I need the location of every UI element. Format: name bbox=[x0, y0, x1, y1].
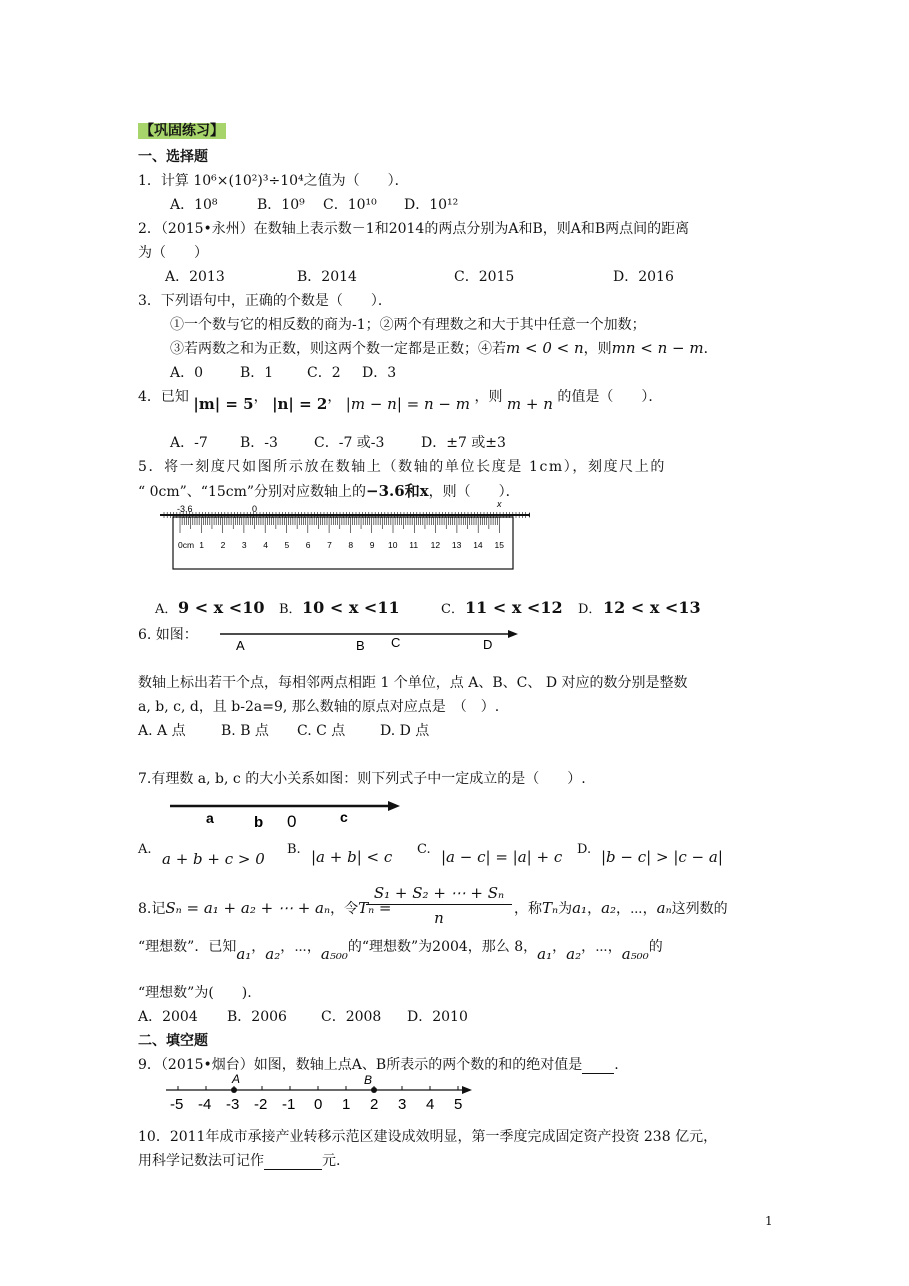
q9-number-line bbox=[166, 1068, 476, 1114]
q5-ruler-number: 7 bbox=[327, 540, 332, 550]
q7-label-b: b bbox=[254, 814, 264, 830]
q4-math-sum: m + n bbox=[506, 395, 553, 413]
q1-option-a: A．10⁸ bbox=[170, 197, 218, 213]
q5-option-c-math: 11 < x <12 bbox=[465, 598, 563, 617]
q4-math-abs-m: |m| = 5 bbox=[193, 395, 254, 413]
q4-text: 4．已知 |m| = 5， |n| = 2， |m − n| = n − m ，则 m + n 的值是（ ）． bbox=[138, 389, 663, 413]
q8-fraction-numerator: S₁ + S₂ + ⋯ + Sₙ bbox=[366, 884, 512, 905]
q3-option-d: D．3 bbox=[362, 365, 397, 381]
q5-label-zero: 0 bbox=[252, 504, 258, 514]
q8-line2: “理想数”．已知a₁，a₂，⋯，a₅₀₀的“理想数”为2004，那么 8，a₁，a₂，⋯，a₅₀₀的 bbox=[138, 939, 663, 963]
q8-math-sn: Sₙ = a₁ + a₂ + ⋯ + aₙ bbox=[165, 899, 331, 917]
q5-option-b-letter: B． bbox=[279, 602, 302, 617]
q4-option-c: C．-7 或-3 bbox=[314, 435, 385, 451]
q1-option-b: B．10⁹ bbox=[257, 197, 305, 213]
q7-option-d-math: |b − c| > |c − a| bbox=[601, 848, 723, 866]
q5-ruler-number: 6 bbox=[305, 540, 311, 550]
q8-option-a: A．2004 bbox=[138, 1009, 198, 1025]
q2-option-a: A．2013 bbox=[165, 269, 225, 285]
q1-option-c: C．10¹⁰ bbox=[323, 197, 377, 213]
q5-ruler-figure bbox=[160, 502, 532, 572]
q8-line3: “理想数”为( ). bbox=[138, 985, 252, 1001]
q5-label-minus-3-6: -3.6 bbox=[177, 504, 193, 514]
q7-option-c-math: |a − c| = |a| + c bbox=[441, 848, 563, 866]
q2-option-c: C．2015 bbox=[454, 269, 515, 285]
q3-option-b: B．1 bbox=[240, 365, 274, 381]
q6-number-line bbox=[220, 626, 522, 654]
q4-math-abs-diff: |m − n| = n − m bbox=[345, 395, 470, 413]
q8-fraction bbox=[366, 884, 512, 927]
q6-option-d: D. D 点 bbox=[380, 723, 430, 739]
q9-tick-label: -1 bbox=[282, 1096, 296, 1113]
q8-line1: 8.记Sₙ = a₁ + a₂ + ⋯ + aₙ，令Tₙ = bbox=[138, 899, 392, 917]
q8-math-tn-lhs: Tₙ = bbox=[358, 899, 392, 917]
q5-label-x: x bbox=[497, 502, 502, 509]
q6-point-d: D bbox=[483, 637, 493, 652]
section-fill-in: 二、填空题 bbox=[138, 1033, 208, 1049]
q9-tick-label: 3 bbox=[398, 1096, 407, 1113]
q8-option-c: C．2008 bbox=[321, 1009, 382, 1025]
q5-option-d-math: 12 < x <13 bbox=[603, 598, 701, 617]
q5-ruler-number: 8 bbox=[348, 540, 354, 550]
q10-line2: 用科学记数法可记作 元. bbox=[138, 1153, 341, 1169]
q5-option-a-math: 9 < x <10 bbox=[178, 598, 265, 617]
q9-tick-label: 2 bbox=[370, 1096, 379, 1113]
q5-option-b-math: 10 < x <11 bbox=[302, 598, 400, 617]
q5-ruler-number: 10 bbox=[388, 540, 398, 550]
q3-text: 3．下列语句中，正确的个数是（ ）． bbox=[138, 293, 392, 309]
q3-math-claim: mn < n − m bbox=[611, 339, 704, 357]
q5-ruler-number: 12 bbox=[430, 540, 441, 550]
q4-math-abs-n: |n| = 2 bbox=[272, 395, 328, 413]
q9-point-a-dot bbox=[231, 1087, 237, 1093]
q5-option-d-letter: D． bbox=[578, 602, 602, 617]
q5-ruler-number: 14 bbox=[473, 540, 483, 550]
q9-tick-label: -4 bbox=[198, 1096, 212, 1113]
q7-option-a-letter: A. bbox=[138, 842, 152, 857]
q5-ruler-number: 3 bbox=[241, 540, 247, 550]
q5-ruler-number: 9 bbox=[369, 540, 375, 550]
section-multiple-choice: 一、选择题 bbox=[138, 149, 208, 165]
q7-label-c: c bbox=[340, 809, 348, 825]
q9-tick-label: -5 bbox=[170, 1096, 184, 1113]
q8-fraction-denominator: n bbox=[434, 909, 444, 927]
q7-option-c-letter: C. bbox=[417, 842, 431, 857]
q9-tick-label: 5 bbox=[454, 1096, 463, 1113]
q9-tick-label: 4 bbox=[426, 1096, 435, 1113]
q1-text: 1．计算 10⁶×(10²)³÷10⁴之值为（ ）． bbox=[138, 173, 409, 189]
q5-ruler-number: 4 bbox=[263, 540, 268, 550]
q5-ruler-number: 5 bbox=[284, 540, 290, 550]
q6-point-c: C bbox=[391, 635, 401, 650]
q8-line1-tail: ，称Tₙ为a₁，a₂，⋯，aₙ这列数的 bbox=[514, 899, 728, 917]
q5-ruler-number: 1 bbox=[199, 540, 205, 550]
q8-option-b: B．2006 bbox=[227, 1009, 287, 1025]
q5-ruler-number: 15 bbox=[494, 540, 504, 550]
q5-line1: 5．将一刻度尺如图所示放在数轴上（数轴的单位长度是 1cm），刻度尺上的 bbox=[138, 459, 666, 475]
q2-option-b: B．2014 bbox=[297, 269, 357, 285]
q7-label-a: a bbox=[206, 810, 214, 826]
page-number: 1 bbox=[765, 1214, 773, 1228]
q2-line1: 2．（2015•永州）在数轴上表示数－1和2014的两点分别为A和B，则A和B两点间的距离 bbox=[138, 221, 690, 237]
q4-option-b: B．-3 bbox=[240, 435, 278, 451]
q8-option-d: D．2010 bbox=[407, 1009, 468, 1025]
q5-ruler-number: 0cm bbox=[178, 540, 195, 550]
q5-option-c-letter: C． bbox=[441, 602, 464, 617]
q5-line2: “ 0cm”、“15cm”分别对应数轴上的−3.6和x，则（ ）． bbox=[138, 482, 520, 500]
q5-option-a-letter: A． bbox=[155, 602, 178, 617]
q6-point-b: B bbox=[356, 638, 365, 653]
q7-text: 7.有理数 a, b, c 的大小关系如图：则下列式子中一定成立的是（ ）. bbox=[138, 771, 586, 787]
q9-tick-label: -3 bbox=[226, 1096, 240, 1113]
q4-option-d: D．±7 或±3 bbox=[421, 435, 506, 451]
q3-math-condition: m < 0 < n bbox=[506, 339, 584, 357]
q5-math-values: −3.6和x bbox=[366, 482, 429, 500]
q3-statement-3-4: ③若两数之和为正数，则这两个数一定都是正数；④若m < 0 < n，则mn < n − m． bbox=[170, 339, 718, 357]
q3-option-c: C．2 bbox=[307, 365, 341, 381]
q7-option-b-letter: B. bbox=[287, 842, 301, 857]
q10-answer-blank bbox=[264, 1153, 322, 1170]
q9-tick-label: 1 bbox=[342, 1096, 351, 1113]
practice-header: 【巩固练习】 bbox=[140, 123, 224, 139]
q2-option-d: D．2016 bbox=[613, 269, 674, 285]
q6-line1: 数轴上标出若干个点，每相邻两点相距 1 个单位，点 A、B、C、 D 对应的数分别是整数 bbox=[138, 675, 688, 691]
q1-option-d: D．10¹² bbox=[404, 197, 459, 213]
q9-point-b-dot bbox=[371, 1087, 377, 1093]
q6-option-b: B. B 点 bbox=[221, 723, 269, 739]
q3-option-a: A．0 bbox=[170, 365, 204, 381]
q6-prompt: 6. 如图： bbox=[138, 627, 198, 643]
q5-ruler-number: 2 bbox=[220, 540, 226, 550]
q6-point-a: A bbox=[236, 638, 245, 653]
q9-answer-blank bbox=[582, 1057, 614, 1074]
q9-point-b-label: B bbox=[364, 1073, 373, 1087]
q7-number-line bbox=[168, 798, 404, 830]
q2-line2: 为（ ） bbox=[138, 245, 208, 261]
q10-line1: 10．2011年成市承接产业转移示范区建设成效明显，第一季度完成固定资产投资 238 亿元， bbox=[138, 1129, 718, 1145]
q5-ruler-number: 13 bbox=[451, 540, 462, 550]
q3-statement-1-2: ①一个数与它的相反数的商为-1；②两个有理数之和大于其中任意一个加数； bbox=[170, 317, 646, 333]
q5-ruler-number: 11 bbox=[409, 540, 419, 550]
q6-option-c: C. C 点 bbox=[297, 723, 346, 739]
q7-option-a-math: a + b + c > 0 bbox=[162, 850, 265, 868]
q7-option-d-letter: D. bbox=[577, 842, 592, 857]
q7-option-b-math: |a + b| < c bbox=[311, 848, 393, 866]
q9-text: 9．（2015•烟台）如图，数轴上点A、B所表示的两个数的和的绝对值是 . bbox=[138, 1057, 619, 1073]
q9-point-a-label: A bbox=[232, 1072, 241, 1086]
q4-option-a: A．-7 bbox=[170, 435, 208, 451]
q9-tick-label: 0 bbox=[314, 1096, 323, 1113]
q7-label-zero: 0 bbox=[287, 812, 297, 830]
q6-option-a: A. A 点 bbox=[138, 723, 186, 739]
q9-tick-label: -2 bbox=[254, 1096, 268, 1113]
q6-line2: a, b, c, d，且 b-2a=9, 那么数轴的原点对应点是 （ ）. bbox=[138, 699, 500, 715]
